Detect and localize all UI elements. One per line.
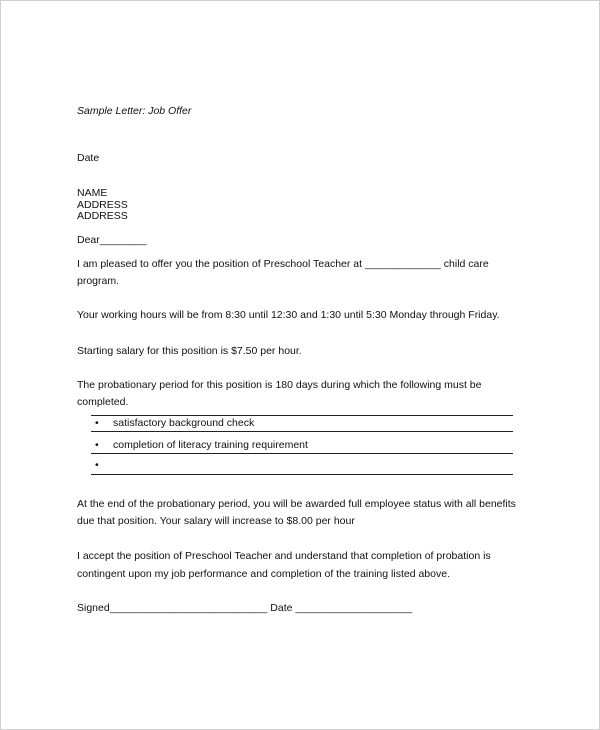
offer-line-2: program. bbox=[77, 275, 120, 287]
bullet-icon: • bbox=[95, 439, 99, 451]
bullet-icon: • bbox=[95, 417, 99, 429]
after-probation-line-2: due that position. Your salary will increase to $8.00 per hour bbox=[77, 515, 355, 527]
starting-salary: Starting salary for this position is $7.50 per hour. bbox=[77, 345, 302, 357]
list-rule-bottom bbox=[91, 474, 513, 475]
signature-line: Signed___________________________ Date ____________________ bbox=[77, 602, 413, 614]
acceptance-line-1: I accept the position of Preschool Teacher and understand that completion of probation is bbox=[77, 550, 491, 562]
recipient-name: NAME bbox=[77, 187, 108, 199]
recipient-address-2: ADDRESS bbox=[77, 210, 128, 222]
probation-line-1: The probationary period for this position is 180 days during which the following must be bbox=[77, 379, 482, 391]
bullet-icon: • bbox=[95, 459, 99, 471]
recipient-address-1: ADDRESS bbox=[77, 199, 128, 211]
salutation: Dear________ bbox=[77, 234, 147, 246]
letter-title: Sample Letter: Job Offer bbox=[77, 105, 192, 117]
list-rule-top bbox=[91, 415, 513, 416]
acceptance-line-2: contingent upon my job performance and completion of the training listed above. bbox=[77, 568, 450, 580]
date-label: Date bbox=[77, 152, 100, 164]
after-probation-line-1: At the end of the probationary period, you will be awarded full employee status with all benefits bbox=[77, 498, 516, 510]
requirement-item-1: satisfactory background check bbox=[113, 417, 255, 429]
list-rule bbox=[91, 453, 513, 454]
working-hours: Your working hours will be from 8:30 until 12:30 and 1:30 until 5:30 Monday through Friday. bbox=[77, 309, 500, 321]
probation-line-2: completed. bbox=[77, 396, 129, 408]
list-rule bbox=[91, 431, 513, 432]
offer-line-1: I am pleased to offer you the position of Preschool Teacher at _____________ child care bbox=[77, 258, 489, 270]
requirement-item-2: completion of literacy training requirement bbox=[113, 439, 308, 451]
